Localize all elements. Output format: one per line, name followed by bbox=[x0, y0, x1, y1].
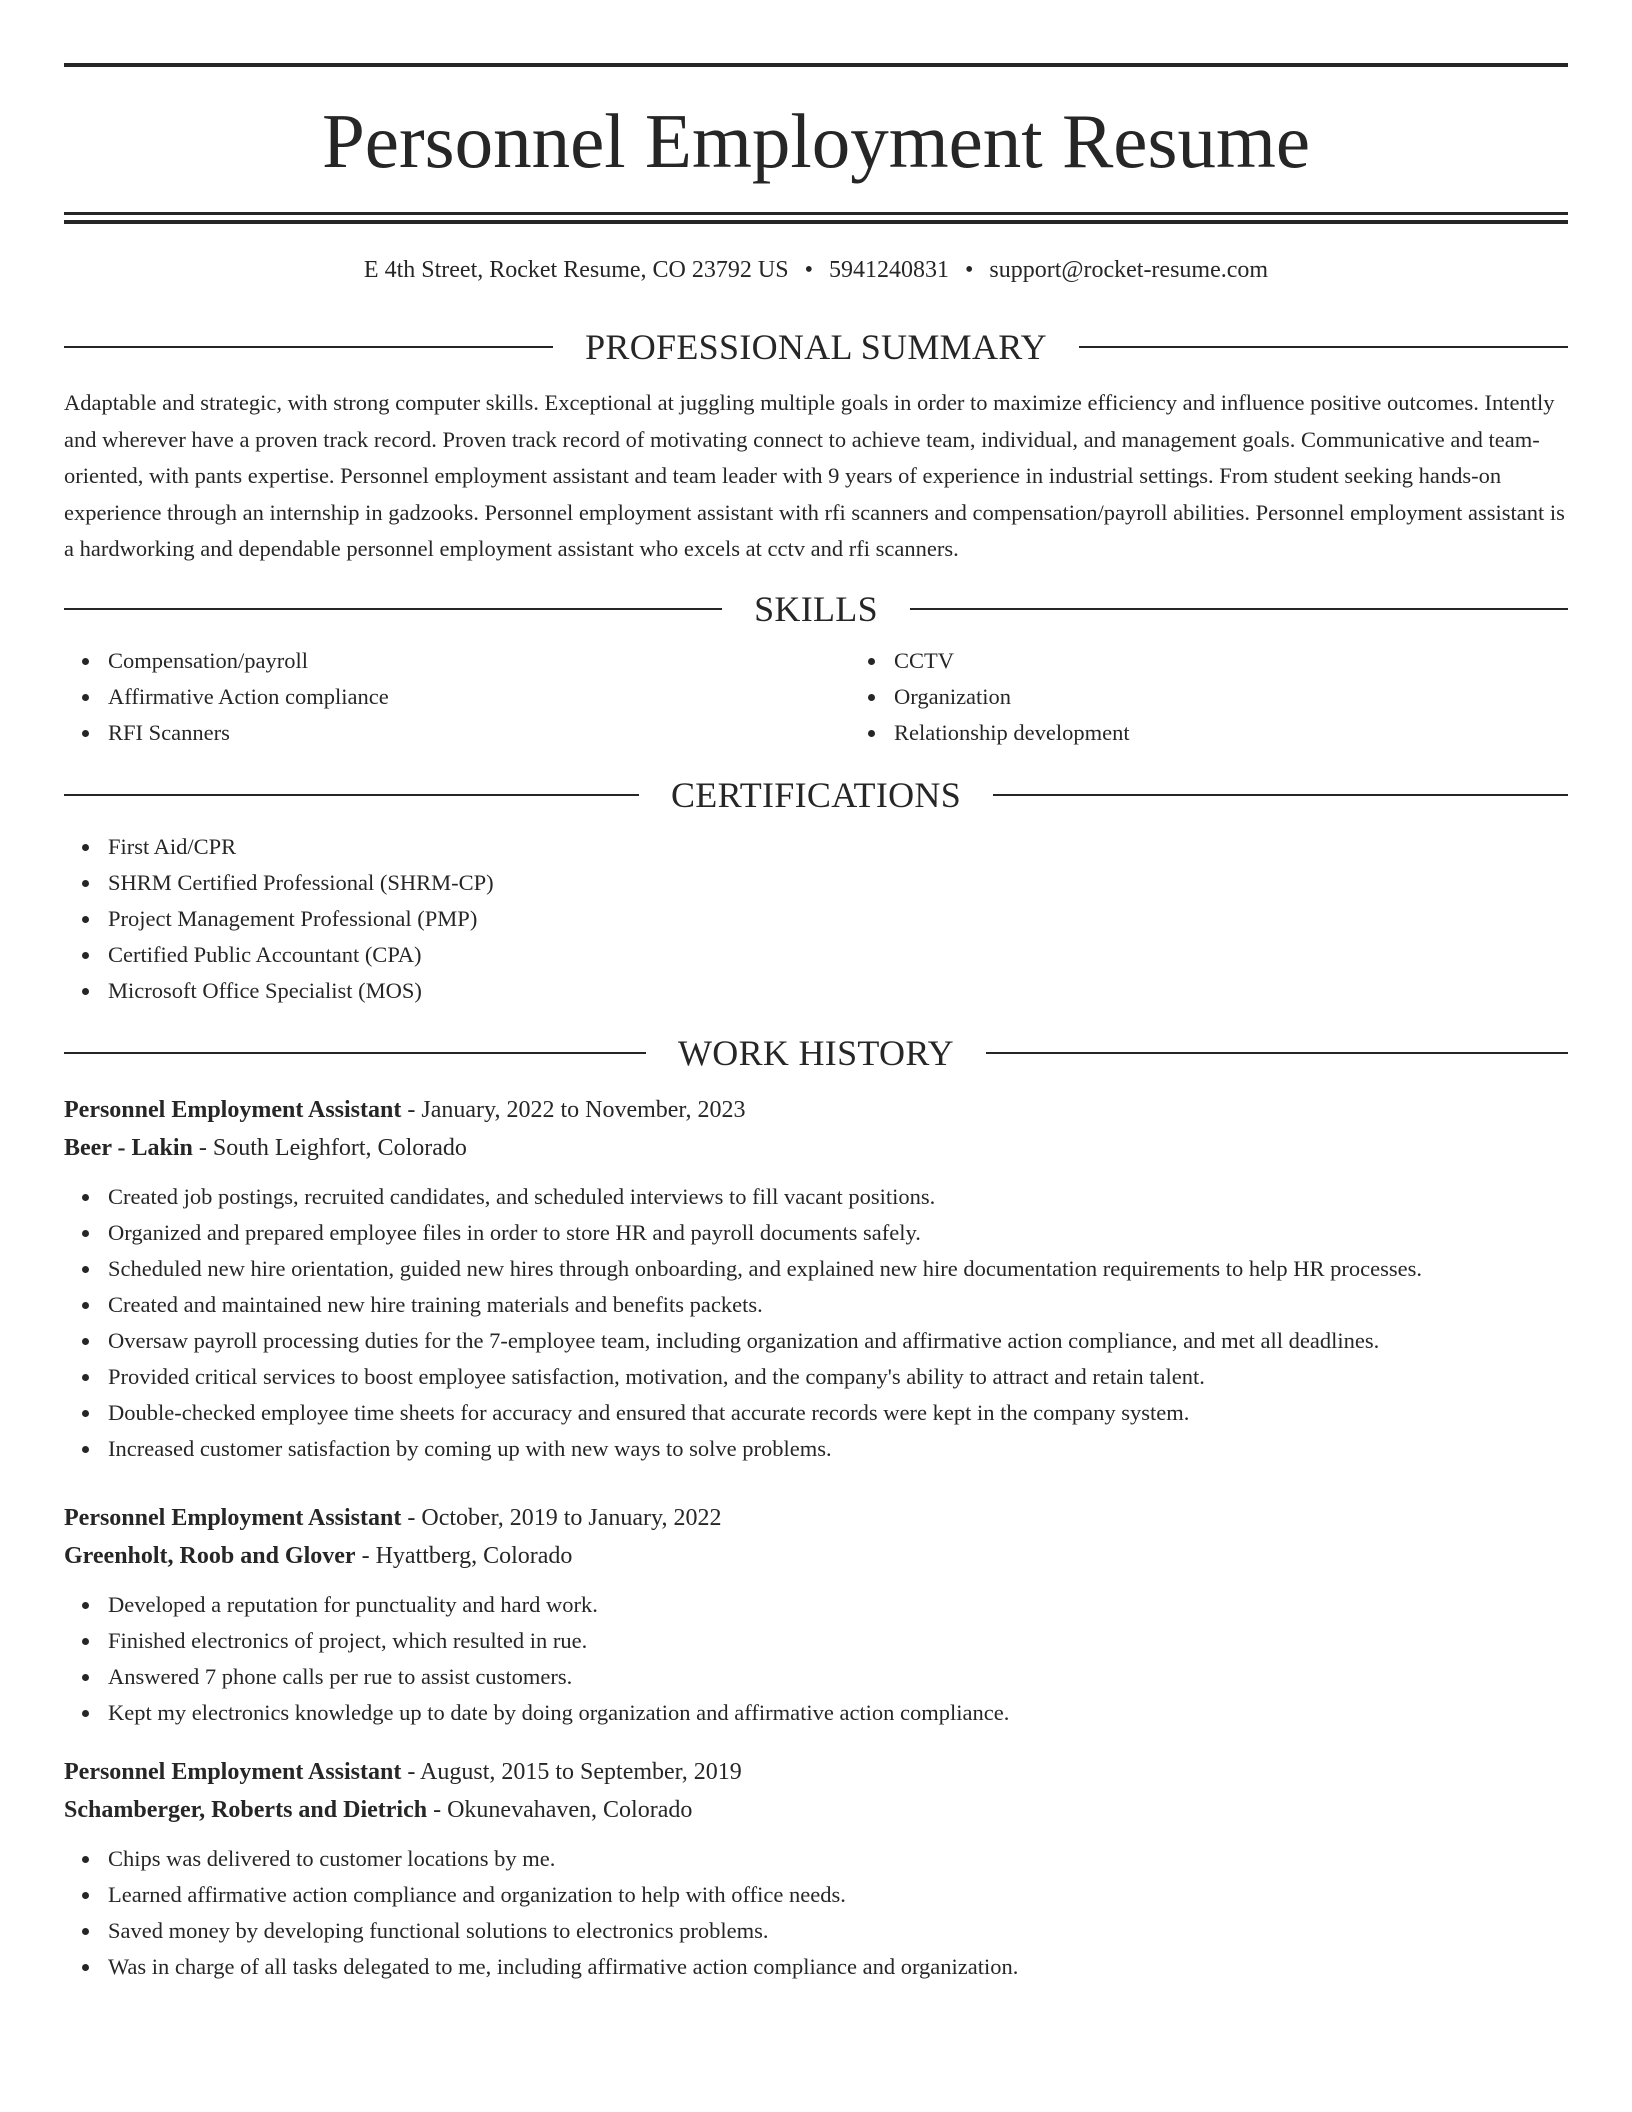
section-heading-certifications bbox=[64, 774, 1568, 815]
skill-item: Compensation/payroll bbox=[108, 643, 850, 679]
skills-list-left bbox=[64, 643, 850, 751]
job-company-line: Greenholt, Roob and Glover - Hyattberg, Colorado bbox=[64, 1542, 573, 1569]
certification-item: SHRM Certified Professional (SHRM-CP) bbox=[108, 865, 1568, 901]
contact-address: E 4th Street, Rocket Resume, CO 23792 US bbox=[363, 257, 789, 283]
heading-rule bbox=[64, 608, 722, 610]
job-bullet: Oversaw payroll processing duties for the 7-employee team, including organization and affirmative action compliance, and met all deadlines. bbox=[108, 1323, 1568, 1359]
skill-item: Organization bbox=[894, 679, 1632, 715]
contact-email: support@rocket-resume.com bbox=[989, 257, 1269, 283]
job-bullet: Kept my electronics knowledge up to date by doing organization and affirmative action compliance. bbox=[108, 1695, 1568, 1731]
section-title: SKILLS bbox=[754, 588, 878, 629]
heading-rule bbox=[64, 1052, 646, 1054]
certification-item: Project Management Professional (PMP) bbox=[108, 901, 1568, 937]
top-rule bbox=[64, 63, 1568, 67]
job-title: Personnel Employment Assistant bbox=[64, 1758, 402, 1785]
resume-page bbox=[64, 0, 1568, 1985]
job-entry bbox=[64, 1091, 1568, 1467]
job-dates: January, 2022 to November, 2023 bbox=[421, 1096, 746, 1123]
job-bullet: Learned affirmative action compliance and organization to help with office needs. bbox=[108, 1877, 1568, 1913]
skill-item: CCTV bbox=[894, 643, 1632, 679]
job-company-line: Beer - Lakin - South Leighfort, Colorado bbox=[64, 1134, 467, 1161]
job-bullet: Organized and prepared employee files in order to store HR and payroll documents safely. bbox=[108, 1215, 1568, 1251]
title-double-rule bbox=[64, 212, 1568, 224]
contact-separator: • bbox=[964, 257, 974, 283]
heading-rule bbox=[993, 794, 1568, 796]
section-heading-work-history bbox=[64, 1032, 1568, 1073]
job-bullet: Saved money by developing functional solutions to electronics problems. bbox=[108, 1913, 1568, 1949]
job-dates: August, 2015 to September, 2019 bbox=[420, 1758, 742, 1785]
job-bullet: Created job postings, recruited candidates, and scheduled interviews to fill vacant positions. bbox=[108, 1179, 1568, 1215]
job-bullets bbox=[64, 1179, 1568, 1467]
skill-item: Affirmative Action compliance bbox=[108, 679, 850, 715]
contact-phone: 5941240831 bbox=[828, 257, 949, 283]
job-title-line: Personnel Employment Assistant - January, 2022 to November, 2023 bbox=[64, 1096, 746, 1123]
job-entry bbox=[64, 1753, 1568, 1985]
skill-item: RFI Scanners bbox=[108, 715, 850, 751]
contact-line bbox=[64, 258, 1568, 282]
job-company: Beer - Lakin bbox=[64, 1134, 193, 1161]
job-bullet: Increased customer satisfaction by coming up with new ways to solve problems. bbox=[108, 1431, 1568, 1467]
job-title-line: Personnel Employment Assistant - October, 2019 to January, 2022 bbox=[64, 1504, 722, 1531]
certification-item: Certified Public Accountant (CPA) bbox=[108, 937, 1568, 973]
job-title: Personnel Employment Assistant bbox=[64, 1096, 402, 1123]
job-bullet: Chips was delivered to customer locations by me. bbox=[108, 1841, 1568, 1877]
summary-text: Adaptable and strategic, with strong computer skills. Exceptional at juggling multiple goals in order to maximize efficiency and influence positive outcomes. Intently and wherever have a proven track record. Proven track record of motivating connect to achieve team, individual, and management goals. Communicative and team-oriented, with pants expertise. Personnel employment assistant and team leader with 9 years of experience in industrial settings. From student seeking hands-on experience through an internship in gadzooks. Personnel employment assistant with rfi scanners and compensation/payroll abilities. Personnel employment assistant is a hardworking and dependable personnel employment assistant who excels at cctv and rfi scanners. bbox=[64, 390, 1565, 561]
job-title: Personnel Employment Assistant bbox=[64, 1504, 402, 1531]
certifications-list bbox=[64, 829, 1568, 1009]
job-bullet: Double-checked employee time sheets for accuracy and ensured that accurate records were kept in the company system. bbox=[108, 1395, 1568, 1431]
job-bullet: Created and maintained new hire training materials and benefits packets. bbox=[108, 1287, 1568, 1323]
contact-separator: • bbox=[804, 257, 813, 283]
job-bullet: Provided critical services to boost employee satisfaction, motivation, and the company's ability to attract and retain talent. bbox=[108, 1359, 1568, 1395]
certification-item: First Aid/CPR bbox=[108, 829, 1568, 865]
job-bullet: Answered 7 phone calls per rue to assist customers. bbox=[108, 1659, 1568, 1695]
heading-rule bbox=[986, 1052, 1568, 1054]
section-title: WORK HISTORY bbox=[678, 1032, 954, 1073]
section-title: PROFESSIONAL SUMMARY bbox=[585, 327, 1047, 367]
section-heading-summary bbox=[64, 329, 1568, 365]
job-bullet: Developed a reputation for punctuality and hard work. bbox=[108, 1587, 1568, 1623]
resume-title: Personnel Employment Resume bbox=[321, 98, 1311, 184]
job-bullet: Finished electronics of project, which resulted in rue. bbox=[108, 1623, 1568, 1659]
heading-rule bbox=[1079, 346, 1568, 348]
section-heading-skills bbox=[64, 588, 1568, 629]
skills-grid bbox=[64, 643, 1568, 751]
certification-item: Microsoft Office Specialist (MOS) bbox=[108, 973, 1568, 1009]
section-title: CERTIFICATIONS bbox=[670, 774, 962, 815]
job-bullet: Was in charge of all tasks delegated to me, including affirmative action compliance and organization. bbox=[108, 1949, 1568, 1985]
job-location: Hyattberg, Colorado bbox=[375, 1542, 573, 1569]
heading-rule bbox=[64, 794, 639, 796]
job-company: Schamberger, Roberts and Dietrich bbox=[64, 1796, 428, 1823]
job-bullets bbox=[64, 1587, 1568, 1731]
heading-rule bbox=[64, 346, 553, 348]
job-company-line: Schamberger, Roberts and Dietrich - Okunevahaven, Colorado bbox=[64, 1796, 693, 1823]
skills-list-right bbox=[850, 643, 1632, 751]
job-bullet: Scheduled new hire orientation, guided new hires through onboarding, and explained new hire documentation requirements to help HR processes. bbox=[108, 1251, 1568, 1287]
job-location: South Leighfort, Colorado bbox=[212, 1134, 467, 1161]
job-bullets bbox=[64, 1841, 1568, 1985]
job-location: Okunevahaven, Colorado bbox=[447, 1796, 693, 1823]
job-title-line: Personnel Employment Assistant - August, 2015 to September, 2019 bbox=[64, 1758, 742, 1785]
job-dates: October, 2019 to January, 2022 bbox=[421, 1504, 722, 1531]
skill-item: Relationship development bbox=[894, 715, 1632, 751]
job-company: Greenholt, Roob and Glover bbox=[64, 1542, 356, 1569]
job-entry bbox=[64, 1499, 1568, 1731]
heading-rule bbox=[910, 608, 1568, 610]
